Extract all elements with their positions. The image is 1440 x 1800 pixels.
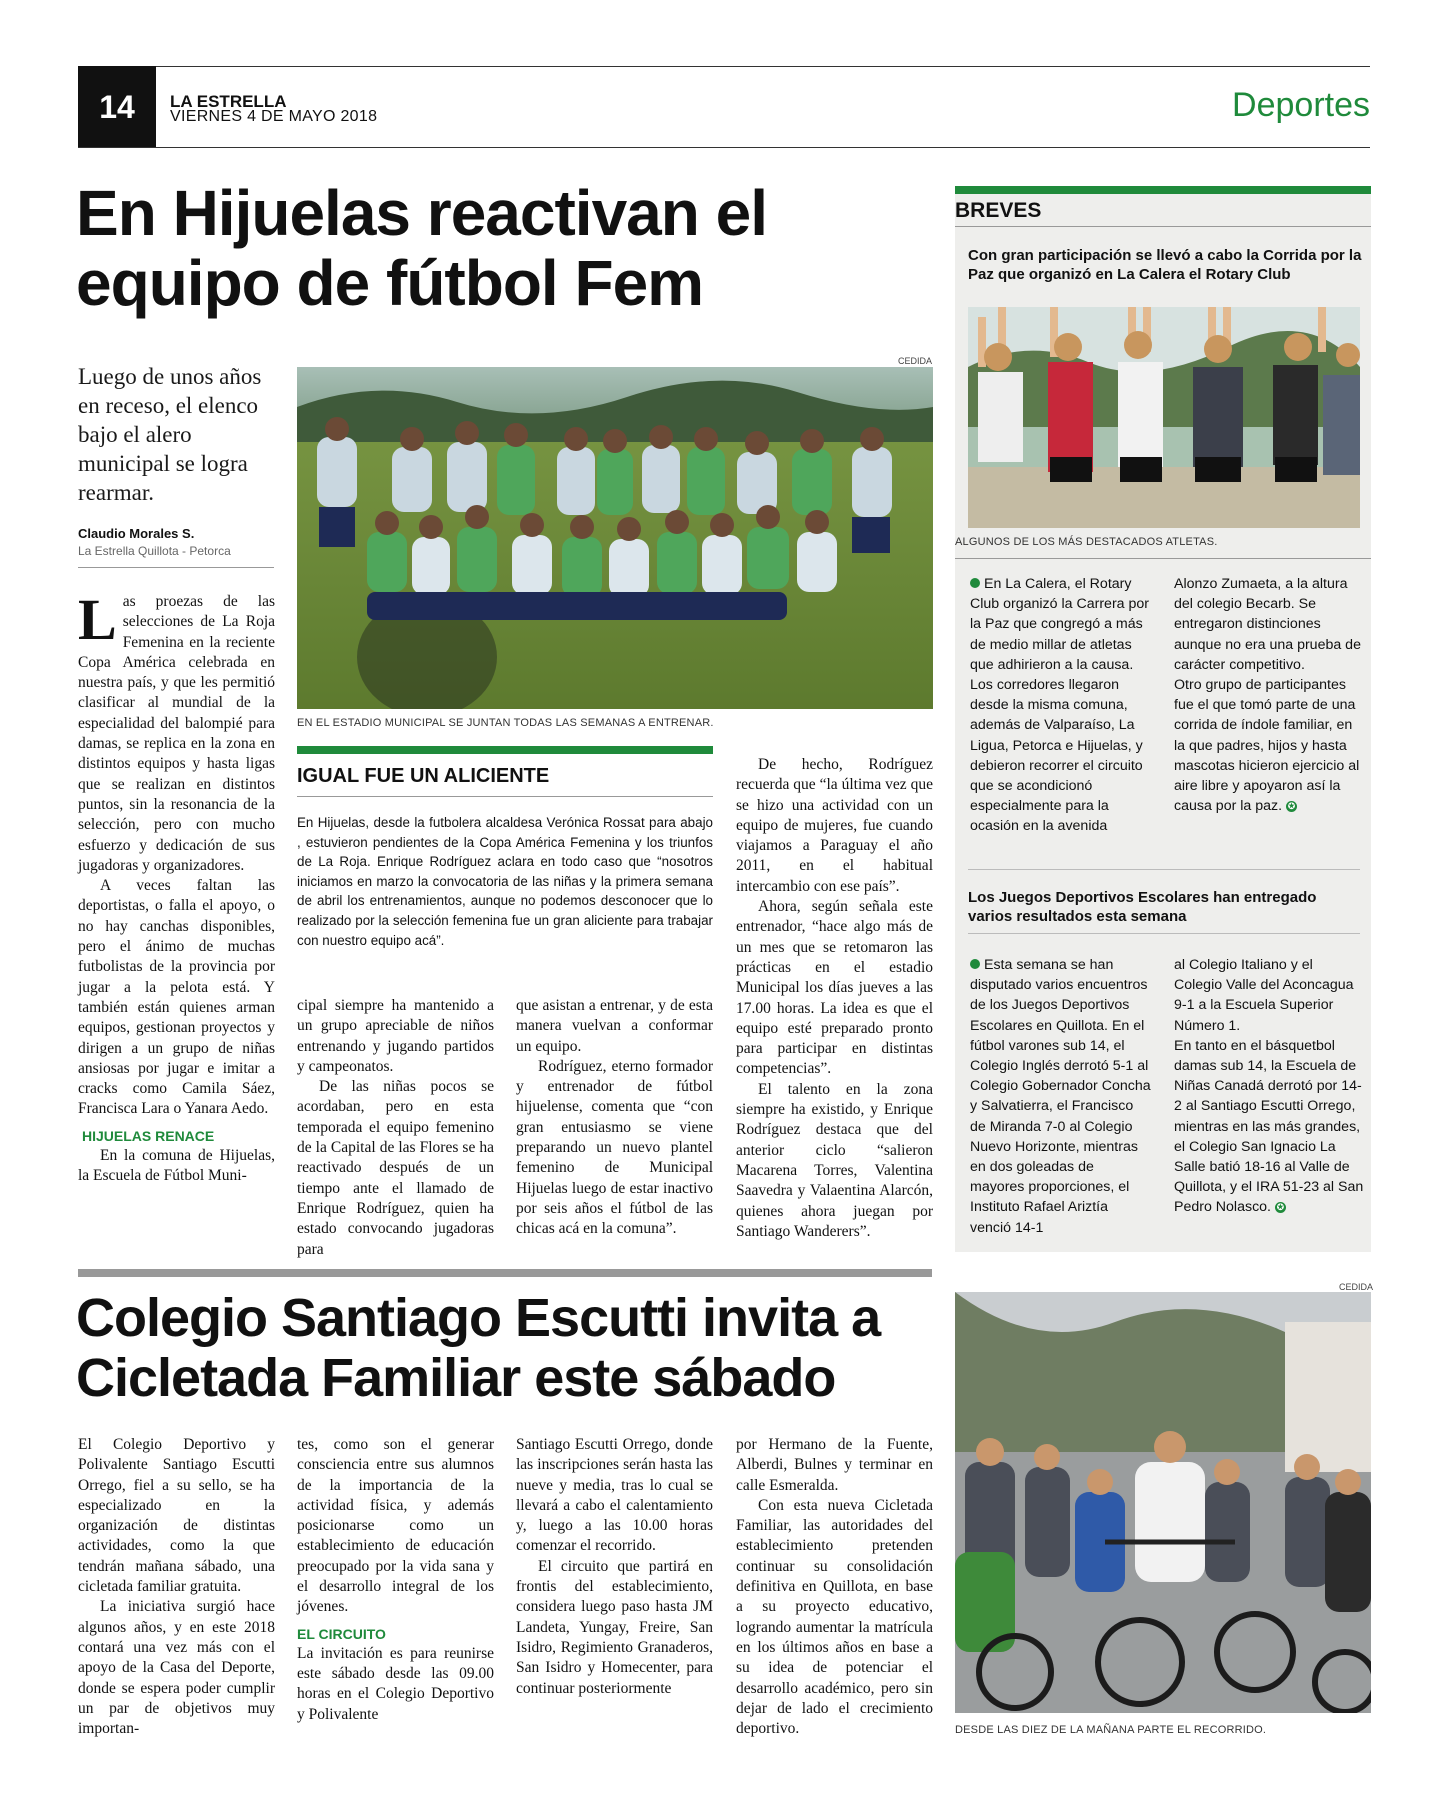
photo-credit: CEDIDA: [898, 356, 933, 366]
paragraph: as proezas de las selecciones de La Roja Femenina en la reciente Copa América celebrada en nuestra país, y que les permitió clasificar al mundial de la especialidad del balompié para damas, se replica en la zona en distintos equipos y hasta ligas que se realizan en distintos puntos, sin la resonancia de la selección, pero con mucho esfuerzo y dedicación de sus jugadoras y organizadores.: [78, 593, 275, 874]
page-number: 14: [78, 66, 156, 148]
byline-rule: [78, 567, 274, 568]
breves-item1-col2: [1174, 574, 1364, 816]
story2-bar: [78, 1269, 932, 1277]
paragraph: El circuito que partirá en frontis del establecimiento, considera luego paso hasta JM Landeta, Yungay, Freire, San Isidro, Regimiento Granaderos, San Isidro y Homecenter, para continuar posteriormente: [516, 1557, 713, 1697]
story1-col1: [78, 587, 275, 1186]
byline-author: Claudio Morales S.: [78, 526, 195, 541]
photo-credit: CEDIDA: [1339, 1282, 1374, 1292]
paragraph: De hecho, Rodríguez recuerda que “la última vez que se hizo una actividad con un equipo de mujeres, fue cuando viajamos a Paraguay el año 2011, en el habitual intercambio con ese país”.: [736, 756, 933, 895]
paragraph: Santiago Escutti Orrego, donde las inscripciones serán hasta las nueve y media, tras lo cual se llevará a cabo el calentamiento y, luego a las 10.00 horas comenzar el recorrido.: [516, 1436, 713, 1555]
story1-col4: [736, 755, 933, 1242]
paragraph: Los corredores llegaron desde la misma comuna, además de Valparaíso, La Ligua, Petorca e Hijuelas, y debieron recorrer el circuito que se acondicionó especialmente para la ocasión en la avenida: [970, 677, 1143, 835]
paragraph: que asistan a entrenar, y de esta manera vuelvan a conformar un equipo.: [516, 997, 713, 1055]
paragraph: Alonzo Zumaeta, a la altura del colegio Becarb. Se entregaron distinciones aunque no era una prueba de carácter competitivo.: [1174, 576, 1361, 673]
photo-caption: EN EL ESTADIO MUNICIPAL SE JUNTAN TODAS LAS SEMANAS A ENTRENAR.: [297, 717, 714, 729]
story1-deck: Luego de unos años en receso, el elenco bajo el alero municipal se logra rearmar.: [78, 364, 262, 505]
breves-bar: [955, 186, 1371, 194]
headline-line-2: equipo de fútbol Fem: [76, 247, 704, 319]
quote-head: IGUAL FUE UN ALICIENTE: [297, 765, 550, 787]
breves-title: BREVES: [955, 199, 1042, 222]
end-mark-icon: ✪: [1276, 1202, 1285, 1213]
story1-headline: [76, 178, 936, 318]
team-photo: [297, 367, 933, 709]
paragraph: tes, como son el generar consciencia entre sus alumnos de la importancia de la actividad física, y además posicionarse como un establecimiento de educación preocupado por la vida sana y el desarrollo integral de los jóvenes.: [297, 1436, 494, 1616]
runners-photo-image: [968, 307, 1360, 528]
paragraph: Ahora, según señala este entrenador, “hace algo más de un mes que se retomaron las prácticas en el estadio Municipal los días jueves a las 17.00 horas. La idea es que el equipo esté preparado pronto para participar en distintas competencias”.: [736, 898, 933, 1078]
story2-photo-caption: DESDE LAS DIEZ DE LA MAÑANA PARTE EL RECORRIDO.: [955, 1724, 1267, 1736]
story1-col3: [516, 996, 713, 1240]
paragraph: La iniciativa surgió hace algunos años, y en este 2018 contará una vez más con el apoyo de la Casa del Deporte, donde se espera poder cumplir un par de objetivos muy importan-: [78, 1598, 275, 1738]
paragraph: En la comuna de Hijuelas, la Escuela de Fútbol Muni-: [78, 1146, 275, 1185]
story1-col2: [297, 996, 494, 1260]
paragraph: por Hermano de la Fuente, Alberdi, Bulnes y terminar en calle Esmeralda.: [736, 1436, 933, 1494]
cyclists-photo-image: [955, 1292, 1371, 1713]
paragraph: al Colegio Italiano y el Colegio Valle del Aconcagua 9-1 a la Escuela Superior Número 1.: [1174, 957, 1354, 1034]
breves-item1-col1: [970, 574, 1152, 837]
section-title: Deportes: [1232, 86, 1370, 124]
dropcap: L: [78, 587, 117, 652]
paragraph: cipal siempre ha mantenido a un grupo apreciable de niños entrenando y jugando partidos y campeonatos.: [297, 997, 494, 1075]
paragraph: A veces faltan las deportistas, o falla el apoyo, o no hay canchas disponibles, pero el ánimo de muchas futbolistas de la provincia por jugar a la pelota está. Y también están quienes arman equipos, gestionan proyectos y dirigen a un grupo de niñas ansiosas por jugar e imitar a cracks como Camila Sáez, Francisca Lara o Yanara Aedo.: [78, 877, 275, 1118]
issue-date: VIERNES 4 DE MAYO 2018: [170, 108, 378, 125]
quote-rule: [297, 796, 713, 797]
byline-place: La Estrella Quillota - Petorca: [78, 544, 231, 558]
paragraph: La invitación es para reunirse este sábado desde las 09.00 horas en el Colegio Deportivo y Polivalente: [297, 1644, 494, 1723]
paragraph: Otro grupo de participantes fue el que tomó parte de una corrida de índole familiar, en la que padres, hijos y hasta mascotas hicieron ejercicio al aire libre y apoyaron así la causa por la paz.: [1174, 677, 1360, 815]
top-rule: [78, 66, 1370, 67]
paragraph: El talento en la zona siempre ha existido, y Enrique Rodríguez destaca que del anterior ciclo “salieron Macarena Torres, Valentina Saavedra y Valaentina Alarcón, quienes ahora juegan por Santiago Wanderers”.: [736, 1080, 933, 1240]
breves-rule-2: [955, 558, 1371, 559]
breves-item2-head: Los Juegos Deportivos Escolares han entregado varios resultados esta semana: [968, 889, 1317, 925]
paragraph: El Colegio Deportivo y Polivalente Santiago Escutti Orrego, fiel a su sello, se ha especializado en la organización de distintas actividades, como la que tendrán mañana sábado, una cicletada familiar gratuita.: [78, 1436, 275, 1596]
paper-name: LA ESTRELLA: [170, 92, 287, 111]
story2-col2: [297, 1435, 494, 1725]
headline-line-2: Cicletada Familiar este sábado: [76, 1348, 836, 1408]
breves-rule-3: [968, 869, 1360, 870]
story2-col4: [736, 1435, 933, 1739]
paragraph: Rodríguez, eterno formador y entrenador de fútbol hijuelense, comenta que “con gran entusiasmo se viene preparando un nuevo plantel femenino de Municipal Hijuelas luego de estar inactivo por seis años el fútbol de las chicas acá en la comuna”.: [516, 1057, 713, 1238]
breves-item1-head: Con gran participación se llevó a cabo la Corrida por la Paz que organizó en La Calera el Rotary Club: [968, 247, 1362, 283]
breves-item1-caption: ALGUNOS DE LOS MÁS DESTACADOS ATLETAS.: [955, 536, 1218, 548]
headline-line-1: En Hijuelas reactivan el: [76, 177, 767, 249]
breves-rule-4: [968, 933, 1360, 934]
subhead-hijuelas: HIJUELAS RENACE: [82, 1127, 215, 1144]
paragraph: Esta semana se han disputado varios encuentros de los Juegos Deportivos Escolares en Quillota. En el fútbol varones sub 14, el Colegio Inglés derrotó 5-1 al Colegio Gobernador Concha y Salvatierra, el Francisco de Miranda 7-0 al Colegio Nuevo Horizonte, mientras en dos goleadas de mayores proporciones, el Instituto Rafael Ariztía venció 14-1: [970, 957, 1151, 1236]
cyclists-photo: [955, 1292, 1371, 1713]
paragraph: En La Calera, el Rotary Club organizó la Carrera por la Paz que congregó a más de medio millar de atletas que adhirieron a la causa.: [970, 576, 1150, 673]
team-photo-image: [297, 367, 933, 709]
headline-line-1: Colegio Santiago Escutti invita a: [76, 1288, 881, 1348]
bullet-icon: [970, 959, 980, 969]
paragraph: De las niñas pocos se acordaban, pero en esta temporada el equipo femenino de la Capital de las Flores se ha reactivado después de un tiempo ante el llamado de Enrique Rodríguez, quien ha estado convocando jugadoras para: [297, 1078, 494, 1258]
paragraph: Con esta nueva Cicletada Familiar, las autoridades del establecimiento pretenden continuar su consolidación definitiva en Quillota, en base a su proyecto educativo, logrando aumentar la matrícula en los últimos años en base a su idea de potenciar el desarrollo académico, pero sin dejar de lado el crecimiento deportivo.: [736, 1496, 933, 1738]
story2-col3: [516, 1435, 713, 1699]
breves-item2-col1: [970, 955, 1152, 1238]
end-mark-icon: ✪: [1287, 800, 1296, 811]
runners-photo: [968, 307, 1360, 528]
quote-text: En Hijuelas, desde la futbolera alcaldesa Verónica Rossat para abajo , estuvieron pendientes de la Copa América Femenina y los triunfos de La Roja. Enrique Rodríguez aclara en todo caso que “nosotros iniciamos en marzo la convocatoria de las niñas y la primera semana de abril los entrenamientos, aunque no podemos desconocer que lo realizado por la selección femenina fue un gran aliciente para trabajar con nuestro equipo acá”.: [297, 815, 713, 948]
breves-rule: [955, 226, 1371, 227]
story2-col1: [78, 1435, 275, 1739]
quote-bar: [297, 746, 713, 754]
paragraph: En tanto en el básquetbol damas sub 14, la Escuela de Niñas Canadá derrotó por 14-2 al Santiago Escutti Orrego, mientras en las más grandes, el Colegio San Ignacio La Salle batió 18-16 al Valle de Quillota, y el IRA 51-23 al San Pedro Nolasco.: [1174, 1037, 1364, 1216]
bullet-icon: [970, 578, 980, 588]
story2-headline: [76, 1288, 946, 1408]
subhead-circuito: EL CIRCUITO: [297, 1625, 386, 1642]
breves-item2-col2: [1174, 955, 1364, 1218]
masthead-rule: [78, 147, 1370, 148]
